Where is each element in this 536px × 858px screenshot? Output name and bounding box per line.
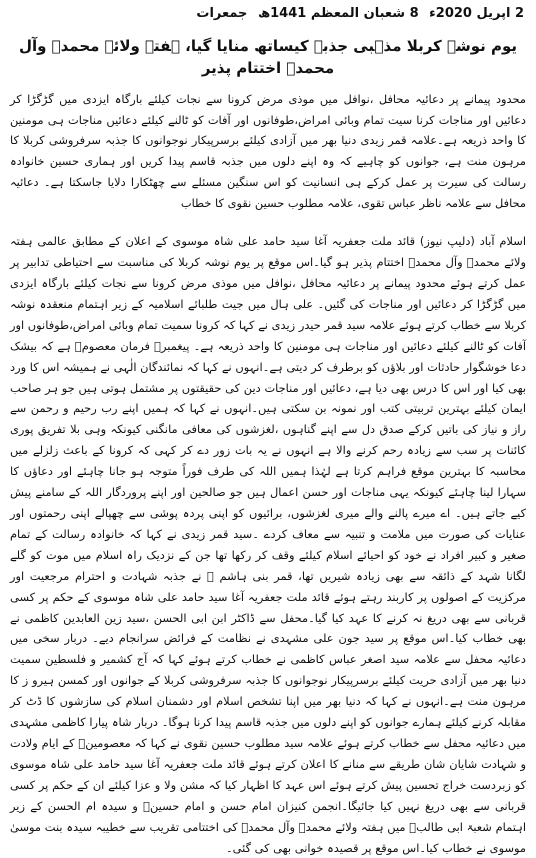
dateline-gregorian: 2 اپریل 2020ء [429,6,524,21]
dateline [8,6,528,21]
lead-summary: محدود پیمانے پر دعائیہ محافل ،نوافل میں موذی مرض کرونا سے نجات کیلئے بارگاہ ایزدی میں گڑگڑا کر دعائیں اور مناجات کرنا سیت تمام وبائی امراض،طوفانوں اور آفات کو ٹالنے کیلئے دعائیں مناجات ہی مومنین کا واحد ذریعہ ہے۔علامہ قمر زیدی دنیا بھر میں آزادی کیلئے برسرپیکار نوجوانوں کا جذبہ سرفروشی کربلا کا مرہون منت ہے، جوانوں کو چاہیے کہ وہ اپنے دلوں میں جذبہ قاسم پیدا کریں اور ہماری حسین خانوادہ رسالت کی سیرت پر عمل کرکے ہی انسانیت کو اس سنگین مسئلے سے چھٹکارا دلایا جاسکتا ہے۔ دعائیہ محافل سے علامہ ناظر عباس تقوی، علامہ مطلوب حسین نقوی کا خطاب [10,92,526,210]
dateline-day: جمعرات [196,6,248,21]
dateline-hijri: 8 شعبان المعظم 1441ھ [257,6,419,21]
article-body: اسلام آباد (دلیپ نیوز) قائد ملت جعفریہ آغا سید حامد علی شاہ موسوی کے اعلان کے مطابق عالمی ہفتہ ولائے محمدؐ وآل محمدؐ اختتام پذیر ہو گیا۔اس موقع پر یوم نوشہ کربلا کی مناسبت سے احتیاطی تدابیر پر عمل کرتے ہوئے محدود پیمانے پر دعائیہ محافل ،نوافل میں موذی مرض کرونا سے نجات کیلئے بارگاہ ایزدی میں گڑگڑا کر دعائیں اور مناجات کی گئیں۔ علی ہال میں جیت طلبائے اسلامیہ کے زیر اہتمام منعقدہ نوشہ کربلا سے خطاب کرتے ہوئے علامہ سید قمر حیدر زیدی نے کہا کہ کرونا سمیت تمام وبائی امراض،طوفانوں اور آفات کو ٹالنے کیلئے دعائیں اور مناجات ہی مومنین کا واحد ذریعہ ہے۔ پیغمبرؐ فرمان معصومؑ ہے کہ بیشک دعا خوشگوار حادثات اور بلاؤں کو برطرف کر دیتی ہے۔انہوں نے کہا کہ نمائندگان الٰہی نے ہمیشہ اس کا ورد بھی کیا اور اس کا درس بھی دیا ہے، دعائیں اور مناجات دین کی حقیقتوں پر مشتمل ہوتی ہیں جو ہر صاحب ایمان کیلئے بہترین تربیتی کتب اور نمونہ بن سکتی ہیں۔انہوں نے کہا کہ ہمیں اپنے رب رحیم و رحمن سے راز و نیاز کی باتیں کرکے صدق دل سے اپنے گناہوں ،لغزشوں کی معافی مانگنی کیونکہ وہی بلا تفریق پوری کائنات پر سب سے زیادہ رحم کرنے والا ہے انہوں نے یہ بات زور دے کر کہی کہ کرونا کے باعث زلزلے میں محاسبہ کا بہترین موقع فراہم کرتا ہے لہٰذا ہمیں اللہ کی طرف فوراً متوجہ ہو جانا چاہئے اور دعاؤں کا سہارا لینا چاہئے کیونکہ یہی مناجات اور حسن اعمال ہیں جو صالحین اور اپنے پروردگار اللہ کے سامنے پیش کیے جاتے ہیں۔ اے میرے پالنے والے میری لغزشوں، برائیوں کو اپنی پردہ پوشی سے چھپالے اپنی رحمتوں اور عنایات کی صورت میں ملامت و تنبیہ سے معاف کردے ۔سید قمر زیدی نے کہا کہ خانوادہ رسالت کے تمام صغیر و کبیر افراد نے خود کو احیائے اسلام کیلئے وقف کر رکھا تھا جن کے نزدیک راہ اسلام میں موت کو گلے لگانا شہد کے ذائقہ سے بھی زیادہ شیریں تھا، قمر بنی ہاشم ؑ نے جذبہ شہادت و احترام مرجعیت اور مرکزیت کے اصولوں پر کاربند رہتے ہوئے قائد ملت جعفریہ آغا سید حامد علی شاہ موسوی کے حکم پر کسی قربانی سے بھی دریغ نہ کرنے کا عہد کیا گیا۔محفل سے ڈاکٹر ابن ابی الحسن ،سید زین العابدین کاظمی نے بھی خطاب کیا۔اس موقع پر سید جون علی مشہدی نے نظامت کے فرائض سرانجام دیے۔ دربار سخی میں دعائیہ محفل سے علامہ سید اصغر عباس کاظمی نے خطاب کرتے ہوئے کہا کہ آج کشمیر و فلسطین سمیت دنیا بھر میں آزادی حریت کیلئے برسرپیکار نوجوانوں کا جذبہ سرفروشی کربلا کے جوانوں اور کمسن ہیرو ز کا مرہون منت ہے۔انہوں نے کہا کہ دنیا بھر میں اپنا تشخص اسلام اور دشمنان اسلام کی سازشوں کا ڈٹ کر مقابلہ کرنے کیلئے ہمارے جوانوں کو اپنے دلوں میں جذبہ قاسم پیدا کرنا ہوگا۔ دربار شاہ پیارا کاظمی مشہدی میں دعائیہ محفل سے خطاب کرتے ہوئے علامہ سید مطلوب حسین نقوی نے کہا کہ معصومینؑ کے ایام ولادت و شہادت شایان شان طریقے سے منانے کا اعلان کرتے ہوئے قائد ملت جعفریہ آغا سید حامد علی شاہ موسوی کو زبردست خراج تحسین پیش کرتے ہوئے اس عہد کا اظہار کیا کہ مشن ولا و عزا کیلئے ان کے حکم پر کسی قربانی سے بھی دریغ نہیں کیا جائیگا۔انجمن کنیزان امام حسن و امام حسینؑ و سیدہ ام الحسن کے زیر اہتمام شعبۃ ابی طالبؑ میں ہفتہ ولائے محمدؐ وآل محمدؐ کی اختتامی تقریب سے خطیبہ سیدہ بنت موسیٰ موسوی نے خطاب کیا۔اس موقع پر قصیدہ خوانی بھی کی گئی۔ [10,234,526,855]
headline: یوم نوشہ کربلا مذہبی جذبے کیساتھ منایا گیا، ہفتہ ولائے محمدؐ وآل محمدؐ اختتام پذیر [18,37,518,77]
